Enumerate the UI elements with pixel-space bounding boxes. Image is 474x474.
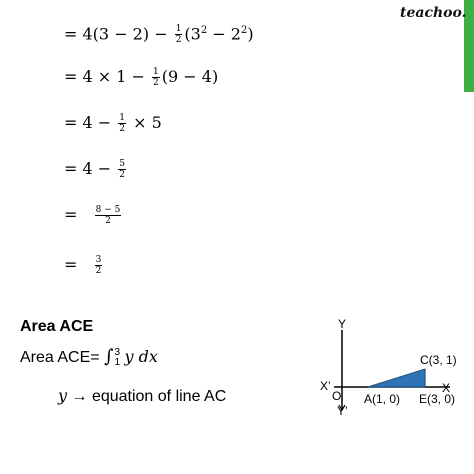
integral-limits (114, 348, 120, 368)
expression-part: (9 − 4) (161, 67, 219, 86)
equals-sign: = (64, 159, 78, 178)
right-edge-bar (464, 0, 474, 474)
x-axis-label: X (442, 381, 451, 395)
fraction-denominator: 2 (119, 170, 125, 180)
step-line-4 (64, 154, 128, 184)
fraction-denominator: 2 (153, 78, 159, 88)
expression-part: × 5 (128, 113, 162, 132)
expression-part: 4 − (82, 159, 112, 178)
equals-sign: = (64, 255, 78, 274)
point-c-label: C(3, 1) (420, 353, 457, 367)
coordinate-graph (310, 310, 460, 420)
note-text: → equation of line AC (67, 388, 227, 405)
note-line (58, 386, 226, 406)
fraction (118, 113, 126, 134)
fraction-numerator: 1 (175, 24, 182, 35)
area-label: Area ACE= (20, 349, 100, 366)
step-line-1 (64, 16, 254, 46)
exponent: 2 (240, 25, 248, 36)
origin-label: O (332, 389, 342, 403)
equals-sign: = (64, 24, 78, 44)
area-integral-line (20, 346, 158, 368)
point-e-label: E(3, 0) (419, 392, 456, 406)
equals-sign: = (64, 67, 78, 86)
fraction-numerator: 5 (119, 159, 125, 169)
fraction (175, 24, 183, 45)
expression-part: (3 (184, 24, 201, 44)
fraction (152, 67, 160, 88)
point-a-label: A(1, 0) (364, 392, 401, 406)
fraction-numerator: 3 (95, 255, 102, 265)
x-prime-label: X’ (320, 379, 331, 393)
expression-part: ) (247, 24, 254, 44)
fraction-denominator: 2 (105, 216, 111, 226)
fraction-denominator: 2 (95, 266, 102, 276)
integral-sign: ∫ (104, 346, 114, 367)
fraction-denominator: 2 (175, 35, 182, 46)
expression-part: − 2 (207, 24, 241, 44)
fraction (118, 159, 126, 180)
exponent: 2 (200, 25, 208, 36)
y-prime-label: Y’ (337, 404, 348, 418)
expression-part: 4 × 1 − (82, 67, 145, 86)
fraction-numerator: 8 − 5 (95, 205, 121, 215)
triangle-ace (368, 369, 425, 387)
step-line-6 (64, 250, 104, 280)
fraction (95, 205, 122, 226)
step-line-2 (64, 62, 218, 92)
equals-sign: = (64, 205, 78, 224)
brand-logo: teachoo. (400, 5, 467, 21)
lower-limit: 1 (114, 356, 121, 368)
fraction-numerator: 1 (153, 67, 159, 77)
integrand: y dx (124, 347, 158, 366)
note-variable: y (58, 386, 68, 405)
expression-part: 4 − (82, 113, 112, 132)
step-line-3 (64, 108, 162, 138)
fraction-numerator: 1 (119, 113, 125, 123)
fraction (95, 255, 103, 276)
fraction-denominator: 2 (119, 124, 125, 134)
section-heading: Area ACE (20, 318, 94, 335)
expression-part: 4(3 − 2) − (82, 24, 168, 44)
upper-limit: 3 (114, 346, 121, 358)
step-line-5 (64, 200, 123, 230)
equals-sign: = (64, 113, 78, 132)
y-axis-label: Y (338, 317, 347, 331)
